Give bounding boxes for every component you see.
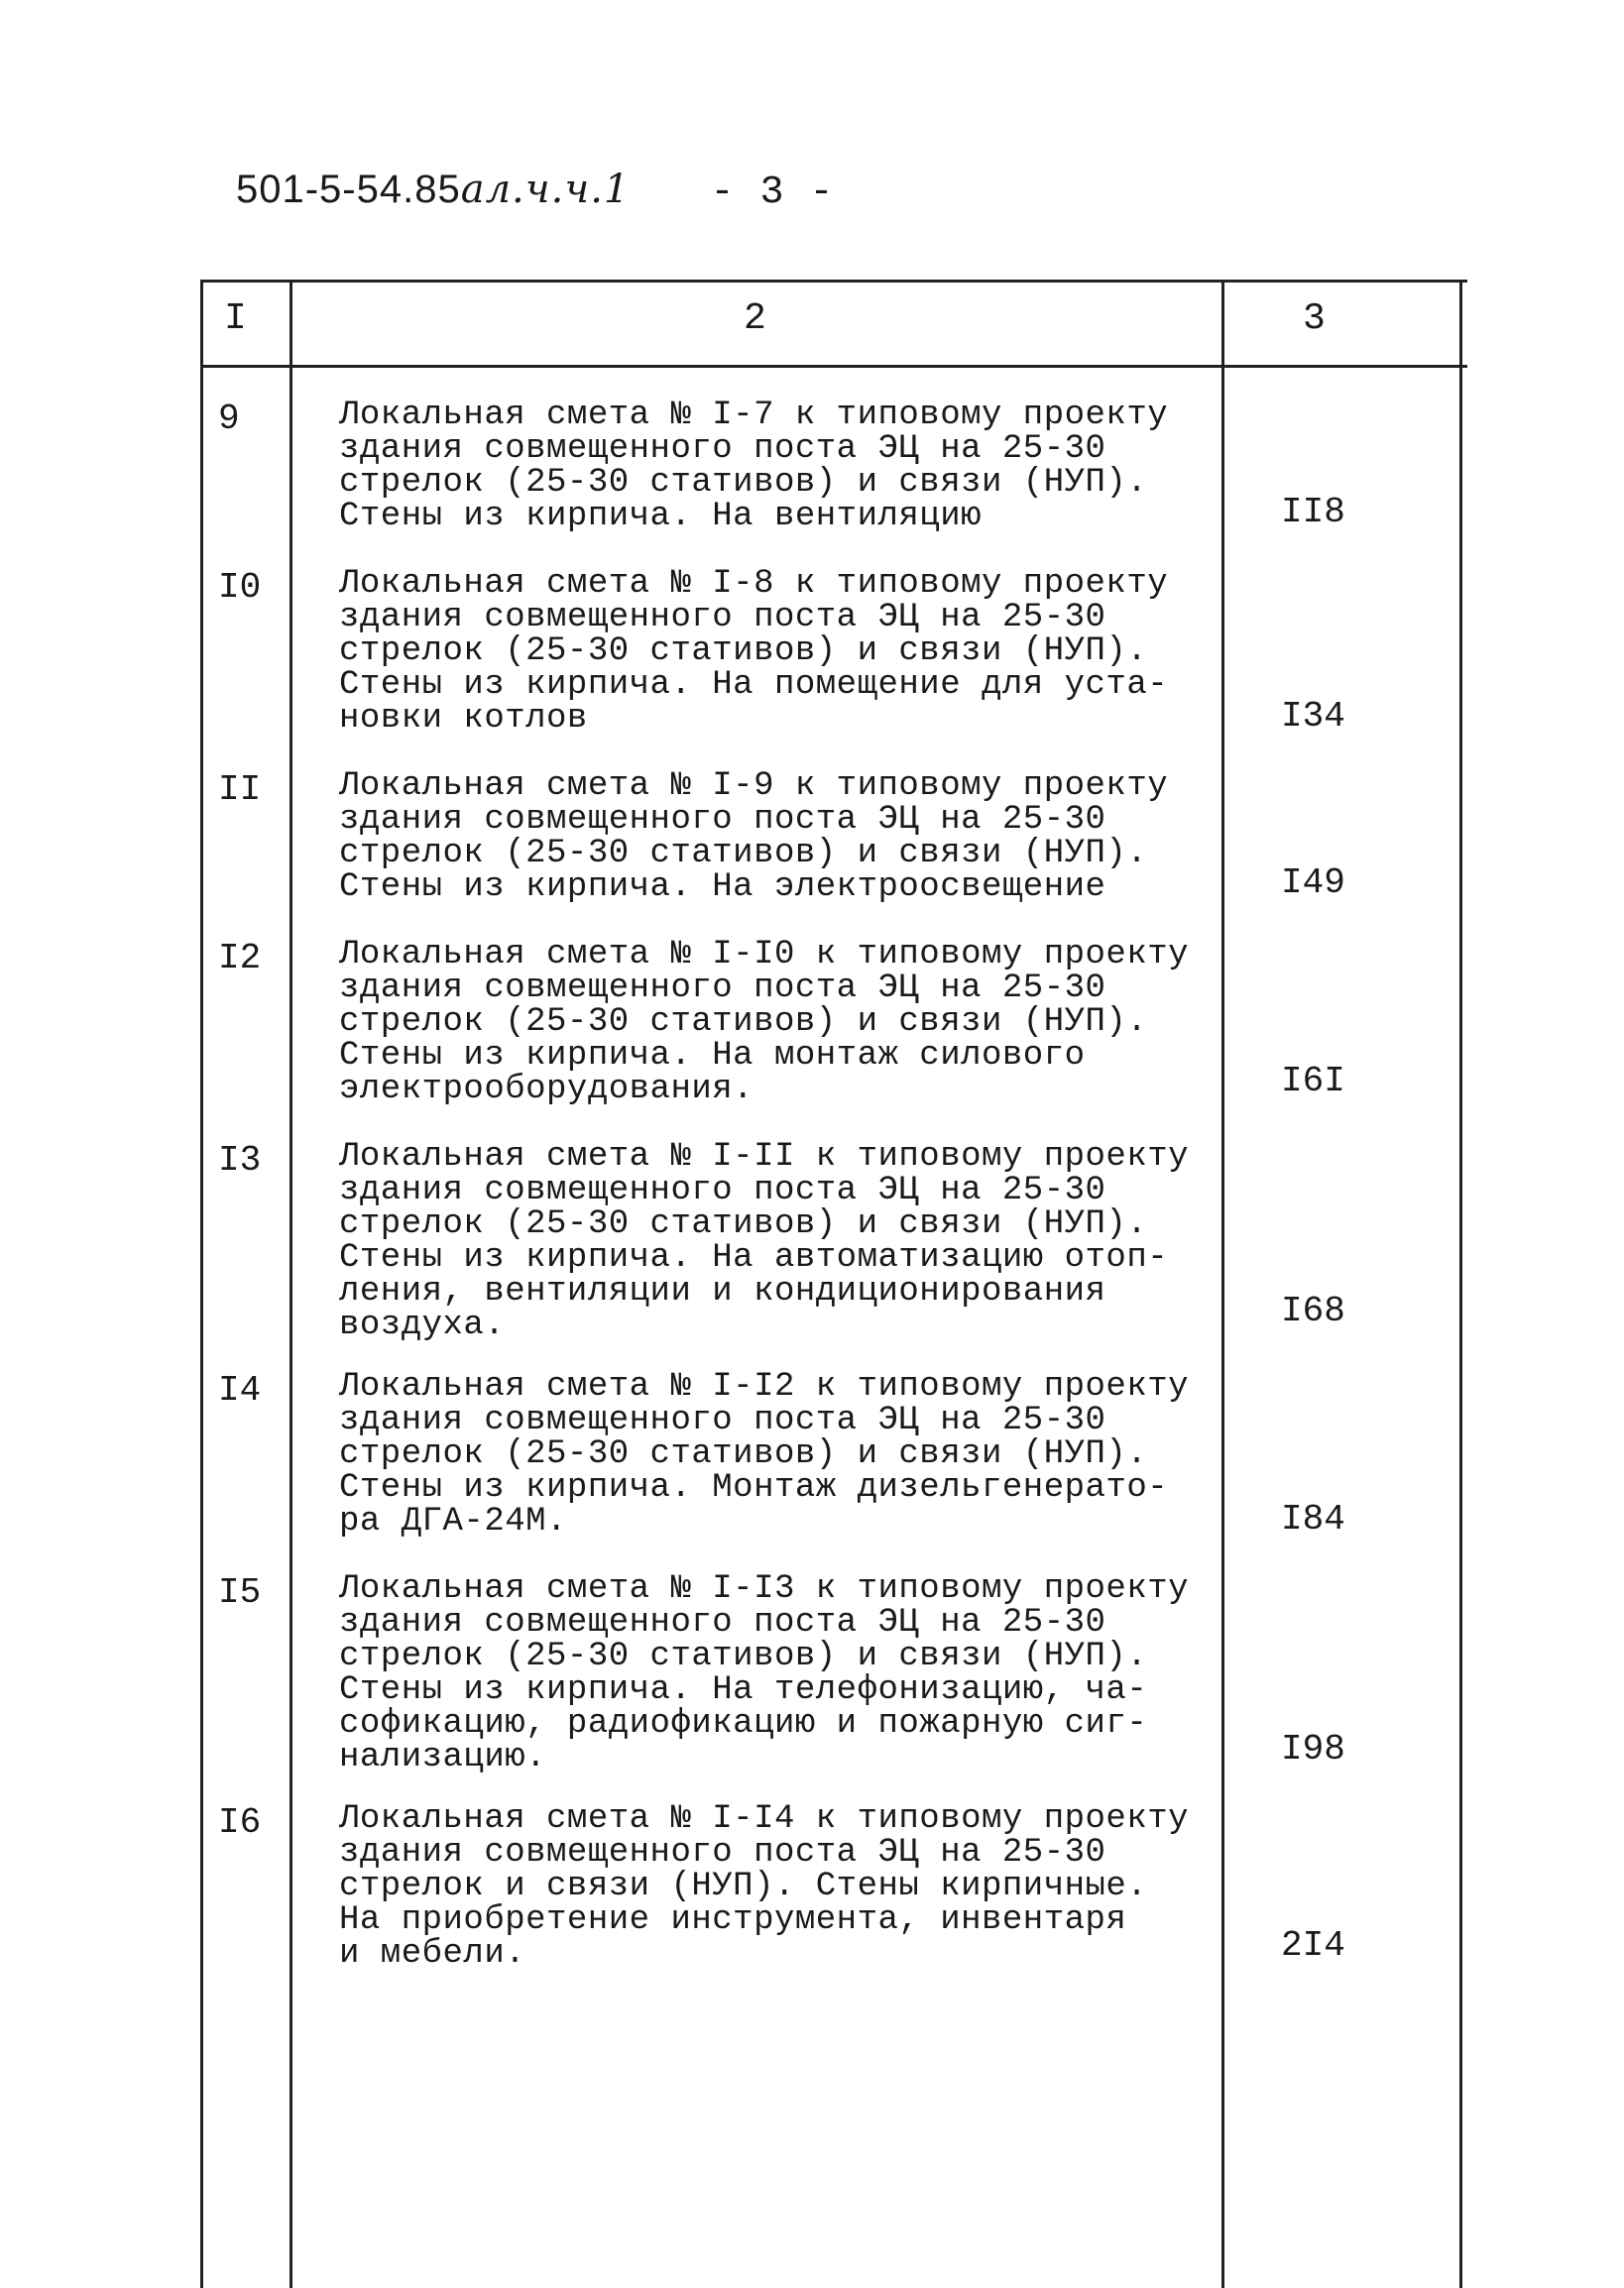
column-divider-2 <box>1221 280 1224 2288</box>
row-number: I4 <box>218 1370 262 1411</box>
table-border-top <box>200 280 1467 283</box>
row-title: Локальная смета № I-8 к типовому проекту здания совмещенного поста ЭЦ на 25-30 стрелок (25-30 стативов) и связи (НУП). Стены из кирпича. На помещение для уста- новки котлов <box>339 565 1169 738</box>
row-number: I2 <box>218 938 262 978</box>
page-number: - 3 - <box>710 171 835 215</box>
document-code: 501-5-54.85 <box>236 168 461 211</box>
row-number: I5 <box>218 1572 262 1613</box>
row-title: Локальная смета № I-I2 к типовому проекту здания совмещенного поста ЭЦ на 25-30 стрелок (25-30 стативов) и связи (НУП). Стены из кирпича. Монтаж дизельгенерато- ра ДГА-24М. <box>339 1368 1190 1541</box>
row-page: I84 <box>1281 1499 1345 1540</box>
handwritten-code-suffix: ал.ч.ч.1 <box>460 167 631 212</box>
row-page: I49 <box>1281 862 1345 903</box>
row-title: Локальная смета № I-I3 к типовому проекту здания совмещенного поста ЭЦ на 25-30 стрелок (25-30 стативов) и связи (НУП). Стены из кирпича. На телефонизацию, ча- софикацию, радиофикацию и пожарную сиг- нализацию. <box>339 1570 1190 1776</box>
column-header-number: I <box>224 297 247 340</box>
column-header-title: 2 <box>744 297 766 340</box>
row-page: I68 <box>1281 1291 1345 1331</box>
row-title: Локальная смета № I-I4 к типовому проекту здания совмещенного поста ЭЦ на 25-30 стрелок и связи (НУП). Стены кирпичные. На приобретение инструмента, инвентаря и мебели. <box>339 1800 1190 1973</box>
contents-table <box>200 280 1467 2288</box>
row-page: II8 <box>1281 492 1345 532</box>
row-page: I6I <box>1281 1061 1345 1101</box>
header-row-divider <box>200 365 1467 368</box>
row-title: Локальная смета № I-7 к типовому проекту здания совмещенного поста ЭЦ на 25-30 стрелок (25-30 стативов) и связи (НУП). Стены из кирпича. На вентиляцию <box>339 397 1169 535</box>
table-border-left <box>200 280 203 2288</box>
row-page: I34 <box>1281 696 1345 737</box>
row-number: I3 <box>218 1140 262 1181</box>
row-number: I0 <box>218 567 262 608</box>
column-divider-1 <box>290 280 292 2288</box>
document-header <box>236 167 834 215</box>
row-title: Локальная смета № I-II к типовому проекту здания совмещенного поста ЭЦ на 25-30 стрелок (25-30 стативов) и связи (НУП). Стены из кирпича. На автоматизацию отоп- ления, вентиляции и кондиционирования воздуха. <box>339 1138 1190 1344</box>
row-title: Локальная смета № I-9 к типовому проекту здания совмещенного поста ЭЦ на 25-30 стрелок (25-30 стативов) и связи (НУП). Стены из кирпича. На электроосвещение <box>339 767 1169 906</box>
row-title: Локальная смета № I-I0 к типовому проекту здания совмещенного поста ЭЦ на 25-30 стрелок (25-30 стативов) и связи (НУП). Стены из кирпича. На монтаж силового электрооборудования. <box>339 936 1190 1108</box>
row-number: I6 <box>218 1802 262 1843</box>
row-number: II <box>218 769 262 810</box>
row-number: 9 <box>218 399 240 439</box>
table-border-right <box>1459 280 1462 2288</box>
column-header-page: 3 <box>1303 297 1326 340</box>
row-page: 2I4 <box>1281 1925 1345 1966</box>
row-page: I98 <box>1281 1729 1345 1770</box>
